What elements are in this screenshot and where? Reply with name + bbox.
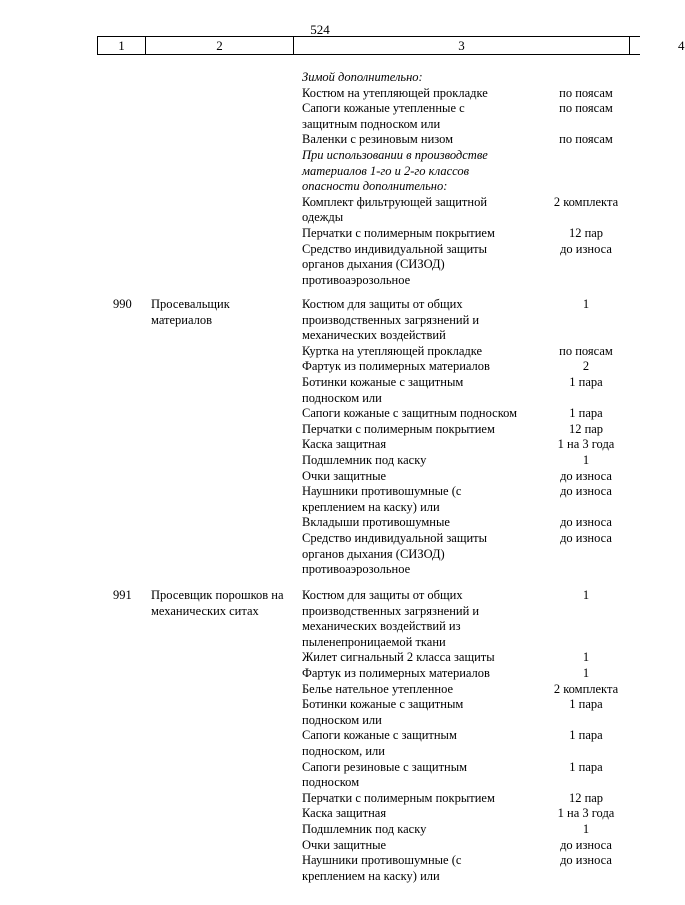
ppe-item: Подшлемник под каску [302,453,427,467]
ppe-quantity: по поясам [559,132,613,147]
ppe-quantity: 2 комплекта [553,194,619,209]
page-number: 524 [310,22,330,37]
ppe-quantity: 1 [582,297,590,311]
ppe-quantity: 1 [582,588,590,602]
header-col-3: 3 [293,37,629,54]
ppe-item: Сапоги кожаные утепленные с защитным подноском или [302,101,465,131]
ppe-quantity: до износа [560,468,612,483]
ppe-item: Валенки с резиновым низом [302,132,454,147]
ppe-item: Каска защитная [302,806,387,821]
ppe-quantity: 1 пара [569,759,603,774]
ppe-quantity: до износа [560,515,612,530]
ppe-quantity: 1 [582,650,590,665]
ppe-quantity: 1 пара [569,375,603,389]
ppe-item: Подшлемник под каску [302,822,427,836]
ppe-quantity: 1 [582,666,590,680]
ppe-item: Комплект фильтрующей защитной одежды [302,194,488,225]
ppe-quantity: 1 пара [569,406,603,421]
ppe-item: Перчатки с полимерным покрытием [302,421,495,436]
ppe-item: Наушники противошумные (с креплением на каску) или [302,484,462,514]
ppe-quantity: 1 пара [569,728,603,743]
ppe-item: Наушники противошумные (с креплением на каску) или [302,853,462,883]
ppe-item: Сапоги кожаные с защитным подноском [302,406,518,421]
ppe-quantity: 1 [582,453,590,467]
ppe-quantity: до износа [560,531,612,545]
ppe-item: Фартук из полимерных материалов [302,359,490,374]
ppe-quantity: до износа [560,241,612,256]
ppe-item: Жилет сигнальный 2 класса защиты [302,650,495,665]
ppe-item: Средство индивидуальной защиты органов дыхания (СИЗОД) противоаэрозольное [302,531,488,576]
ppe-item: Вкладыши противошумные [302,515,450,530]
ppe-quantity: 2 [582,359,590,374]
ppe-item: Сапоги кожаные с защитным подноском, или [302,728,457,758]
ppe-item: Каска защитная [302,437,387,452]
profession-number: 990 [113,297,132,311]
ppe-quantity: 12 пар [568,226,604,240]
ppe-item: Зимой дополнительно: [302,70,423,84]
ppe-quantity: до износа [560,853,612,868]
header-col-1: 1 [97,37,145,54]
ppe-item: Белье нательное утепленное [302,681,454,696]
ppe-quantity: до износа [560,837,612,852]
ppe-item: Ботинки кожаные с защитным подноском или [302,697,464,727]
ppe-item: Костюм на утепляющей прокладке [302,85,488,100]
ppe-quantity: 12 пар [568,421,604,436]
ppe-item: При использовании в производстве материалов 1-го и 2-го классов опасности дополнительно: [302,148,488,193]
ppe-item: Перчатки с полимерным покрытием [302,226,495,240]
ppe-quantity: по поясам [559,101,613,116]
table-header [97,36,685,55]
ppe-item: Костюм для защиты от общих производственных загрязнений и механических воздействий [302,297,480,342]
ppe-quantity: по поясам [559,343,613,358]
ppe-item: Ботинки кожаные с защитным подноском или [302,375,464,405]
ppe-quantity: 1 [582,822,590,836]
ppe-quantity: 1 пара [569,697,603,712]
profession-number: 991 [113,588,132,602]
ppe-quantity: по поясам [559,85,613,100]
ppe-item: Очки защитные [302,468,387,483]
ppe-item: Очки защитные [302,837,387,852]
ppe-quantity: до износа [560,484,612,499]
profession-name-text: Просевальщик материалов [151,297,230,327]
ppe-item: Средство индивидуальной защиты органов дыхания (СИЗОД) противоаэрозольное [302,241,488,287]
profession-name-text: Просевщик порошков на механических ситах [151,588,284,618]
ppe-item: Фартук из полимерных материалов [302,666,490,680]
ppe-quantity: 12 пар [568,790,604,805]
ppe-item: Перчатки с полимерным покрытием [302,790,495,805]
ppe-quantity: 2 комплекта [553,681,619,696]
ppe-quantity: 1 на 3 года [557,806,615,821]
ppe-item: Костюм для защиты от общих производственных загрязнений и механических воздействий из пыленепроницаемой ткани [302,588,480,649]
ppe-quantity: 1 на 3 года [557,437,615,452]
header-col-4: 4 [629,37,678,54]
header-col-2: 2 [145,37,293,54]
ppe-item: Сапоги резиновые с защитным подноском [302,759,468,790]
ppe-item: Куртка на утепляющей прокладке [302,343,483,358]
